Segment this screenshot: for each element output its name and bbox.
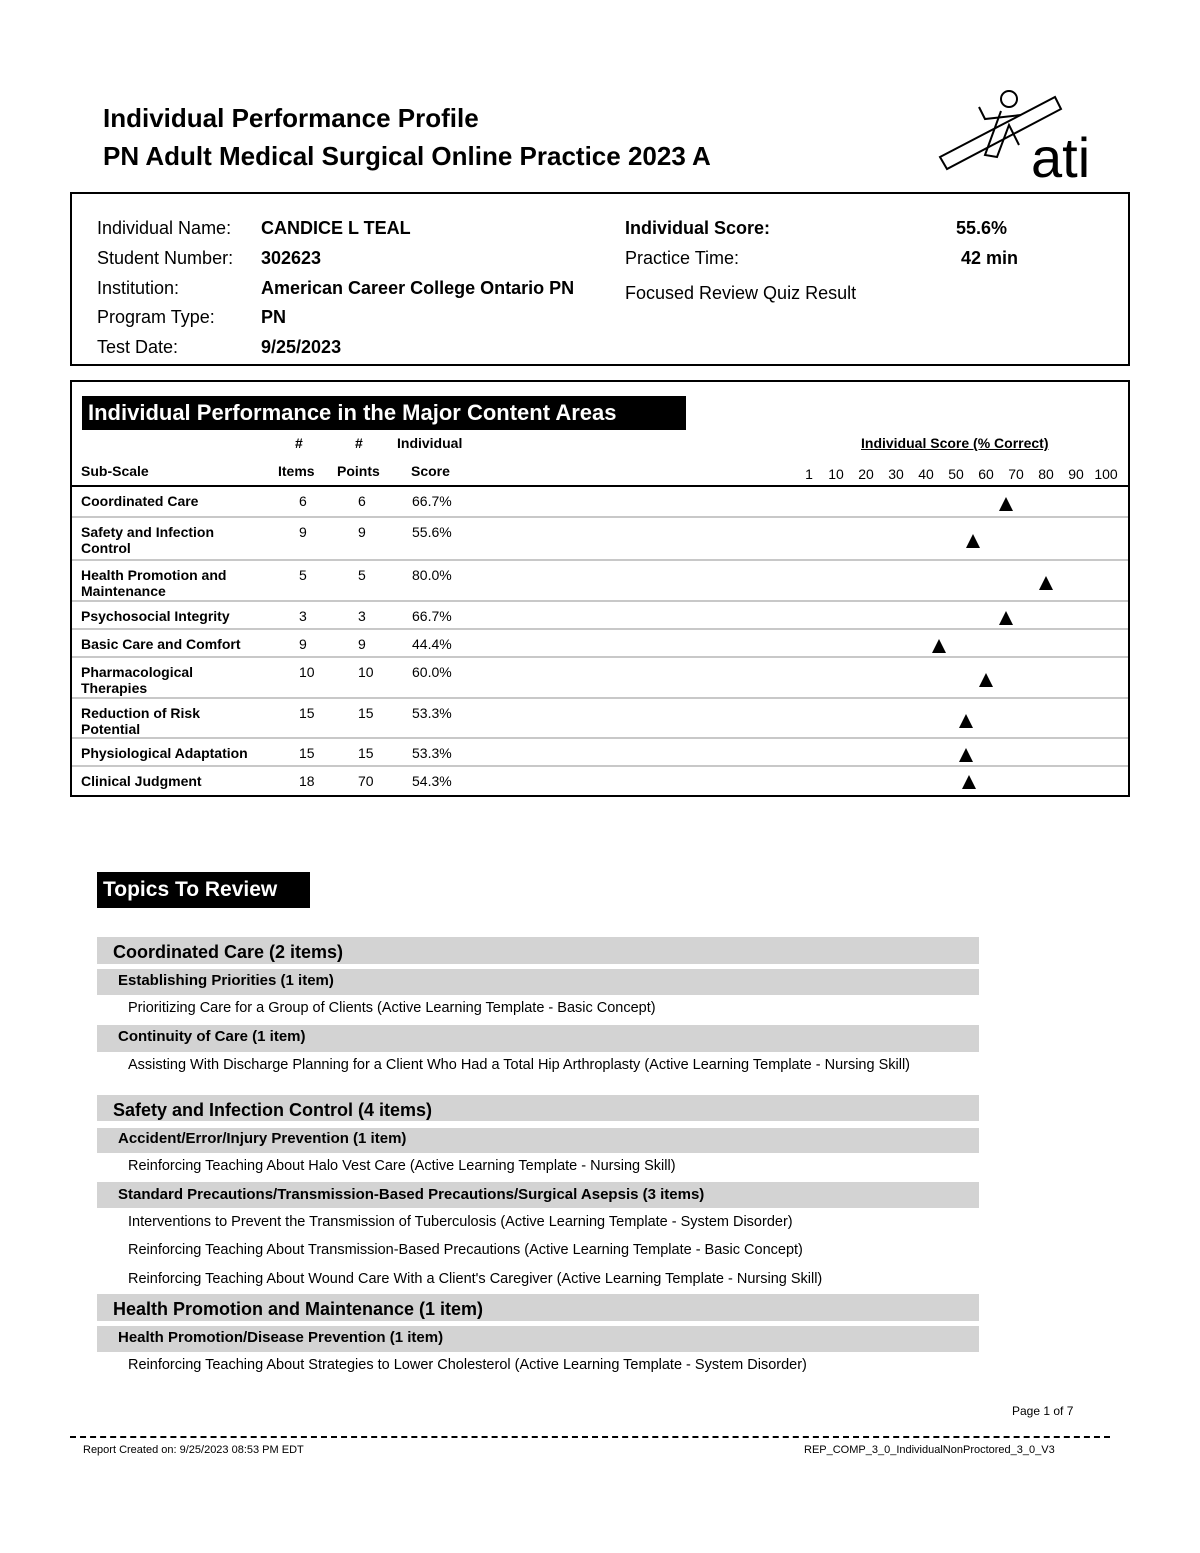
topic-category-health-promotion: Health Promotion and Maintenance (1 item)	[97, 1294, 979, 1321]
subscale-items: 9	[299, 524, 307, 540]
score-marker	[962, 775, 976, 789]
axis-tick-label: 30	[888, 466, 904, 482]
logo-text: ati	[1031, 126, 1091, 185]
subscale-row	[72, 631, 1128, 658]
subscale-row	[72, 740, 1128, 767]
subscale-score: 54.3%	[412, 773, 452, 789]
topic-subcategory: Continuity of Care (1 item)	[97, 1025, 979, 1052]
subscale-row	[72, 700, 1128, 739]
report-title: Individual Performance Profile	[103, 103, 479, 133]
topic-subcategory: Standard Precautions/Transmission-Based Precautions/Surgical Asepsis (3 items)	[97, 1182, 979, 1208]
topics-title: Topics To Review	[97, 872, 310, 908]
axis-tick-label: 20	[858, 466, 874, 482]
subscale-score: 80.0%	[412, 567, 452, 583]
axis-tick-label: 10	[828, 466, 844, 482]
subscale-name: Safety and Infection Control	[81, 524, 215, 556]
assessment-title: PN Adult Medical Surgical Online Practice 2023 A	[103, 141, 711, 171]
axis-tick-label: 70	[1008, 466, 1024, 482]
score-marker	[932, 639, 946, 653]
score-marker	[979, 673, 993, 687]
performance-section	[70, 380, 1130, 797]
subscale-points: 15	[358, 705, 374, 721]
practice-time-label: Practice Time:	[625, 248, 740, 268]
institution-label: Institution:	[97, 278, 180, 298]
topic-subcategory: Accident/Error/Injury Prevention (1 item)	[97, 1128, 979, 1153]
topic-item: Assisting With Discharge Planning for a Client Who Had a Total Hip Arthroplasty (Active Learning Template - Nursing Skill)	[128, 1057, 911, 1073]
subscale-score: 66.7%	[412, 608, 452, 624]
score-marker	[966, 534, 980, 548]
topic-item: Reinforcing Teaching About Wound Care With a Client's Caregiver (Active Learning Template - Nursing Skill)	[128, 1271, 823, 1287]
subscale-points: 6	[358, 493, 366, 509]
program-type-label: Program Type:	[97, 307, 215, 327]
axis-tick-label: 60	[978, 466, 994, 482]
subscale-points: 70	[358, 773, 374, 789]
topic-item: Reinforcing Teaching About Transmission-Based Precautions (Active Learning Template - Basic Concept)	[128, 1242, 803, 1258]
subscale-items: 15	[299, 745, 315, 761]
subscale-points: 9	[358, 636, 366, 652]
subscale-items: 9	[299, 636, 307, 652]
topic-item: Interventions to Prevent the Transmission of Tuberculosis (Active Learning Template - System Disorder)	[128, 1214, 793, 1230]
student-number-value: 302623	[261, 248, 322, 268]
name-value: CANDICE L TEAL	[261, 218, 411, 238]
subscale-row	[72, 768, 1128, 792]
ati-figure-logo-icon	[935, 85, 1105, 185]
subscale-points: 10	[358, 664, 374, 680]
topic-subcategory: Establishing Priorities (1 item)	[97, 969, 979, 995]
subscale-row	[72, 562, 1128, 602]
score-marker	[959, 714, 973, 728]
topic-item: Prioritizing Care for a Group of Clients (Active Learning Template - Basic Concept)	[128, 1000, 656, 1016]
subscale-name: Pharmacological Therapies	[81, 664, 194, 696]
subscale-name: Reduction of Risk Potential	[81, 705, 201, 737]
subscale-row	[72, 488, 1128, 518]
subscale-score: 53.3%	[412, 745, 452, 761]
subscale-header: Sub-Scale	[81, 463, 149, 479]
subscale-name: Physiological Adaptation	[81, 745, 248, 761]
points-header: Points	[337, 463, 380, 479]
subscale-points: 9	[358, 524, 366, 540]
subscale-points: 5	[358, 567, 366, 583]
items-header: Items	[278, 463, 315, 479]
score-header: Score	[411, 463, 450, 479]
subscale-items: 10	[299, 664, 315, 680]
score-header-top: Individual	[397, 435, 463, 451]
subscale-items: 6	[299, 493, 307, 509]
axis-tick-label: 50	[948, 466, 964, 482]
subscale-score: 44.4%	[412, 636, 452, 652]
topic-category-coordinated-care: Coordinated Care (2 items)	[97, 937, 979, 964]
topic-item: Reinforcing Teaching About Halo Vest Care (Active Learning Template - Nursing Skill)	[128, 1158, 676, 1174]
subscale-score: 60.0%	[412, 664, 452, 680]
score-marker	[959, 748, 973, 762]
test-date-value: 9/25/2023	[261, 337, 342, 357]
subscale-score: 53.3%	[412, 705, 452, 721]
individual-score-value: 55.6%	[956, 218, 1008, 238]
subscale-items: 15	[299, 705, 315, 721]
subscale-items: 18	[299, 773, 315, 789]
page-number: Page 1 of 7	[1012, 1404, 1074, 1418]
subscale-items: 5	[299, 567, 307, 583]
subscale-name: Coordinated Care	[81, 493, 199, 509]
subscale-name: Basic Care and Comfort	[81, 636, 241, 652]
axis-tick-label: 100	[1094, 466, 1118, 482]
points-header-top: #	[355, 435, 363, 451]
name-label: Individual Name:	[97, 218, 232, 238]
subscale-score: 66.7%	[412, 493, 452, 509]
student-info-box	[70, 192, 1130, 366]
individual-score-label: Individual Score:	[625, 218, 771, 238]
institution-value: American Career College Ontario PN	[261, 278, 575, 298]
chart-title: Individual Score (% Correct)	[861, 435, 1049, 451]
report-created: Report Created on: 9/25/2023 08:53 PM EDT	[83, 1444, 304, 1456]
subscale-points: 3	[358, 608, 366, 624]
subscale-score: 55.6%	[412, 524, 452, 540]
report-id: REP_COMP_3_0_IndividualNonProctored_3_0_V3	[804, 1444, 1055, 1456]
practice-time-value: 42 min	[961, 248, 1019, 268]
subscale-row	[72, 519, 1128, 561]
score-marker	[999, 497, 1013, 511]
topic-subcategory: Health Promotion/Disease Prevention (1 item)	[97, 1326, 979, 1352]
subscale-name: Health Promotion and Maintenance	[81, 567, 227, 599]
subscale-name: Psychosocial Integrity	[81, 608, 230, 624]
topic-item: Reinforcing Teaching About Strategies to Lower Cholesterol (Active Learning Template - System Disorder)	[128, 1357, 807, 1373]
subscale-items: 3	[299, 608, 307, 624]
student-number-label: Student Number:	[97, 248, 234, 268]
test-date-label: Test Date:	[97, 337, 179, 357]
program-type-value: PN	[261, 307, 287, 327]
axis-tick-label: 80	[1038, 466, 1054, 482]
performance-section-title: Individual Performance in the Major Content Areas	[82, 396, 686, 430]
subscale-points: 15	[358, 745, 374, 761]
subscale-name: Clinical Judgment	[81, 773, 202, 789]
axis-tick-label: 90	[1068, 466, 1084, 482]
axis-tick-label: 40	[918, 466, 934, 482]
subscale-row	[72, 603, 1128, 630]
score-marker	[999, 611, 1013, 625]
score-marker	[1039, 576, 1053, 590]
axis-tick-label: 1	[805, 466, 813, 482]
header-rule	[72, 485, 1128, 487]
subscale-row	[72, 659, 1128, 699]
footer-divider	[70, 1436, 1110, 1438]
focused-review-label: Focused Review Quiz Result	[625, 283, 857, 303]
topic-category-safety: Safety and Infection Control (4 items)	[97, 1095, 979, 1121]
items-header-top: #	[295, 435, 303, 451]
